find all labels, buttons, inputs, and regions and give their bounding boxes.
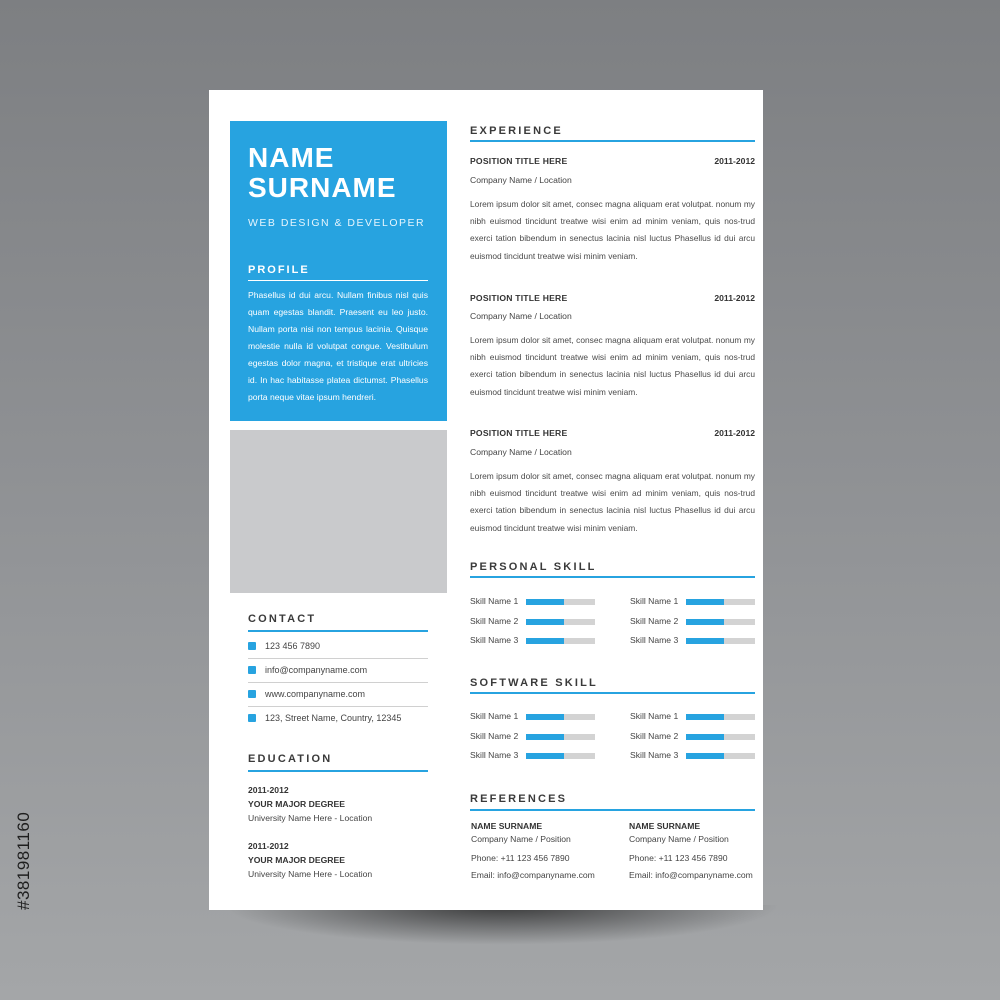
skill-item — [630, 711, 760, 723]
skill-bar-track — [526, 599, 595, 605]
job-description: Lorem ipsum dolor sit amet, consec magna aliquam erat volutpat. nonum my nibh euismod tincidunt treatwe wisi enim ad minim veniam, quis nos-trud exerci tation bibendum in senectus lacinia nisl luctus Phasellus id dui arcu euismod tincidunt treatwe wisi minim veniam. — [470, 335, 755, 397]
location-icon — [248, 714, 256, 722]
skill-item — [630, 635, 760, 647]
skill-bar-fill — [686, 714, 724, 720]
skill-bar-track — [686, 638, 755, 644]
skill-label: Skill Name 3 — [630, 635, 679, 645]
contact-address-text: 123, Street Name, Country, 12345 — [265, 713, 402, 723]
job-company: Company Name / Location — [470, 311, 572, 321]
skill-label: Skill Name 3 — [470, 635, 519, 645]
education-divider — [248, 770, 428, 772]
job-title: POSITION TITLE HERE — [470, 293, 568, 303]
name-first: NAME — [248, 142, 335, 173]
job-description: Lorem ipsum dolor sit amet, consec magna aliquam erat volutpat. nonum my nibh euismod tincidunt treatwe wisi enim ad minim veniam, quis nos-trud exerci tation bibendum in senectus lacinia nisl luctus Phasellus id dui arcu euismod tincidunt treatwe wisi minim veniam. — [470, 199, 755, 261]
contact-phone — [248, 641, 428, 655]
skill-bar-track — [526, 638, 595, 644]
photo-placeholder — [230, 430, 447, 593]
skill-bar-track — [686, 734, 755, 740]
skill-bar-track — [526, 753, 595, 759]
reference-company: Company Name / Position — [471, 834, 571, 844]
skill-bar-track — [686, 619, 755, 625]
skill-bar-fill — [526, 619, 564, 625]
skill-item — [470, 750, 600, 762]
stock-id: #381981160 — [14, 811, 33, 910]
personal-skill-divider — [470, 576, 755, 578]
profile-text: Phasellus id dui arcu. Nullam finibus nisl quis quam egestas blandit. Praesent eu leo justo. Nullam porta nisi non tempus lacinia. Quisque molestie nulla id volutpat congue. Vestibulum egestas dolor magna, et tristique erat ultricies id. In hac habitasse platea dictumst. Phasellus porta neque vitae ipsum hendreri. — [248, 290, 428, 402]
skill-bar-fill — [526, 734, 564, 740]
skill-item — [470, 711, 600, 723]
education-years: 2011-2012 — [248, 841, 289, 851]
reference-email: Email: info@companyname.com — [629, 870, 753, 880]
education-heading: EDUCATION — [248, 753, 333, 765]
job-dates: 2011-2012 — [714, 293, 755, 303]
profile-heading: PROFILE — [248, 264, 310, 276]
job-title: POSITION TITLE HERE — [470, 156, 568, 166]
contact-separator — [248, 658, 428, 659]
contact-separator — [248, 682, 428, 683]
contact-heading: CONTACT — [248, 613, 317, 625]
skill-bar-fill — [686, 638, 724, 644]
education-degree: YOUR MAJOR DEGREE — [248, 855, 345, 865]
job-role: WEB DESIGN & DEVELOPER — [248, 217, 426, 229]
skill-bar-track — [686, 714, 755, 720]
skill-bar-fill — [526, 714, 564, 720]
skill-bar-fill — [526, 638, 564, 644]
skill-label: Skill Name 1 — [630, 596, 679, 606]
name-last: SURNAME — [248, 172, 397, 203]
software-skill-heading: SOFTWARE SKILL — [470, 677, 598, 689]
skill-label: Skill Name 1 — [470, 596, 519, 606]
job-company: Company Name / Location — [470, 447, 572, 457]
contact-website — [248, 689, 428, 703]
job-description: Lorem ipsum dolor sit amet, consec magna aliquam erat volutpat. nonum my nibh euismod tincidunt treatwe wisi enim ad minim veniam, quis nos-trud exerci tation bibendum in senectus lacinia nisl luctus Phasellus id dui arcu euismod tincidunt treatwe wisi minim veniam. — [470, 471, 755, 533]
skill-bar-fill — [526, 599, 564, 605]
job-dates: 2011-2012 — [714, 428, 755, 438]
skill-bar-fill — [686, 619, 724, 625]
skill-item — [470, 616, 600, 628]
reference-phone: Phone: +11 123 456 7890 — [629, 853, 728, 863]
reference-phone: Phone: +11 123 456 7890 — [471, 853, 570, 863]
education-years: 2011-2012 — [248, 785, 289, 795]
skill-item — [470, 635, 600, 647]
skill-bar-fill — [526, 753, 564, 759]
skill-bar-fill — [686, 753, 724, 759]
reference-company: Company Name / Position — [629, 834, 729, 844]
skill-item — [630, 750, 760, 762]
skill-label: Skill Name 3 — [470, 750, 519, 760]
resume-page — [209, 90, 763, 910]
skill-label: Skill Name 2 — [630, 730, 679, 741]
experience-divider — [470, 140, 755, 142]
page-shadow — [222, 905, 782, 945]
skill-item — [630, 616, 760, 628]
skill-item — [630, 596, 760, 608]
education-school: University Name Here - Location — [248, 869, 373, 879]
contact-address — [248, 713, 428, 727]
reference-name: NAME SURNAME — [471, 821, 543, 831]
skill-bar-fill — [686, 734, 724, 740]
reference-name: NAME SURNAME — [629, 821, 701, 831]
job-title: POSITION TITLE HERE — [470, 428, 568, 438]
skill-label: Skill Name 2 — [630, 615, 679, 626]
skill-item — [470, 596, 600, 608]
skill-label: Skill Name 2 — [470, 730, 519, 741]
contact-email — [248, 665, 428, 679]
contact-divider — [248, 630, 428, 632]
skill-bar-track — [526, 734, 595, 740]
software-skill-divider — [470, 692, 755, 694]
skill-bar-track — [526, 619, 595, 625]
references-divider — [470, 809, 755, 811]
mail-icon — [248, 666, 256, 674]
contact-email-text: info@companyname.com — [265, 665, 368, 675]
skill-label: Skill Name 2 — [470, 615, 519, 626]
personal-skill-heading: PERSONAL SKILL — [470, 561, 597, 573]
skill-label: Skill Name 3 — [630, 750, 679, 760]
contact-website-text: www.companyname.com — [265, 689, 366, 699]
profile-divider — [248, 280, 428, 281]
skill-item — [470, 731, 600, 743]
job-dates: 2011-2012 — [714, 156, 755, 166]
references-heading: REFERENCES — [470, 793, 568, 805]
globe-icon — [248, 690, 256, 698]
job-company: Company Name / Location — [470, 175, 572, 185]
education-degree: YOUR MAJOR DEGREE — [248, 799, 345, 809]
reference-email: Email: info@companyname.com — [471, 870, 595, 880]
contact-separator — [248, 706, 428, 707]
skill-bar-track — [526, 714, 595, 720]
phone-icon — [248, 642, 256, 650]
experience-heading: EXPERIENCE — [470, 125, 563, 137]
skill-bar-track — [686, 599, 755, 605]
skill-label: Skill Name 1 — [630, 711, 679, 721]
education-school: University Name Here - Location — [248, 813, 373, 823]
skill-bar-track — [686, 753, 755, 759]
skill-item — [630, 731, 760, 743]
skill-bar-fill — [686, 599, 724, 605]
skill-label: Skill Name 1 — [470, 711, 519, 721]
contact-phone-text: 123 456 7890 — [265, 641, 321, 651]
header-panel — [230, 121, 447, 421]
